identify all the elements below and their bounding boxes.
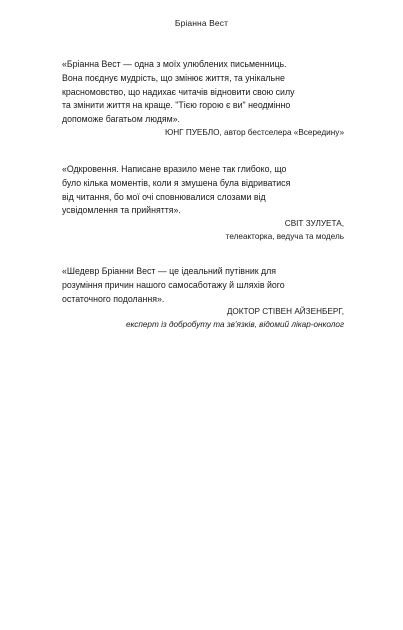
quote-line: «Бріанна Вест — одна з моїх улюблених письменниць.: [62, 59, 287, 69]
quote-line: допоможе багатьом людям».: [62, 114, 181, 125]
quote-line: розуміння причин нашого самосаботажу й шляхів його: [62, 279, 285, 290]
quote-line: «Одкровення. Написане вразило мене так глибоко, що: [62, 164, 287, 174]
running-header-author: Бріанна Вест: [174, 18, 229, 28]
attribution-name: ДОКТОР СТІВЕН АЙЗЕНБЕРГ,: [226, 307, 344, 317]
blurb-quote: [62, 163, 344, 218]
quote-line: було кілька моментів, коли я змушена була відриватися: [62, 177, 291, 188]
quote-line: красномовство, що надихає читачів відновити свою силу: [62, 86, 295, 97]
quote-line: від читання, бо мої очі сповнювалися слозами від: [62, 191, 266, 202]
blurb-attribution: [62, 218, 344, 243]
blurb-quote: [62, 265, 344, 306]
attribution-role: експерт із добробуту та зв'язків, відомий лікар-онколог: [125, 319, 344, 329]
quote-line: «Шедевр Бріанни Вест — це ідеальний путівник для: [62, 266, 277, 276]
attribution-line: ЮНГ ПУЕБЛО, автор бестселера «Всередину»: [164, 127, 344, 137]
quote-line: Вона поєднує мудрість, що змінює життя, та унікальне: [62, 72, 285, 83]
blurb-quote: [62, 58, 344, 127]
attribution-role: телеакторка, ведуча та модель: [225, 231, 344, 241]
attribution-name: СВІТ ЗУЛУЕТА,: [284, 219, 344, 229]
praise-blurb-2: [62, 163, 344, 243]
praise-blurb-3: [62, 265, 344, 331]
blurb-attribution: [62, 127, 344, 140]
quote-line: остаточного подолання».: [62, 293, 165, 304]
quote-line: усвідомлення та прийняття».: [62, 205, 181, 216]
blurb-attribution: [62, 306, 344, 331]
quote-line: та змінити життя на краще. "Тією горою є ви" неодмінно: [62, 100, 291, 111]
praise-blurb-1: [62, 58, 344, 139]
